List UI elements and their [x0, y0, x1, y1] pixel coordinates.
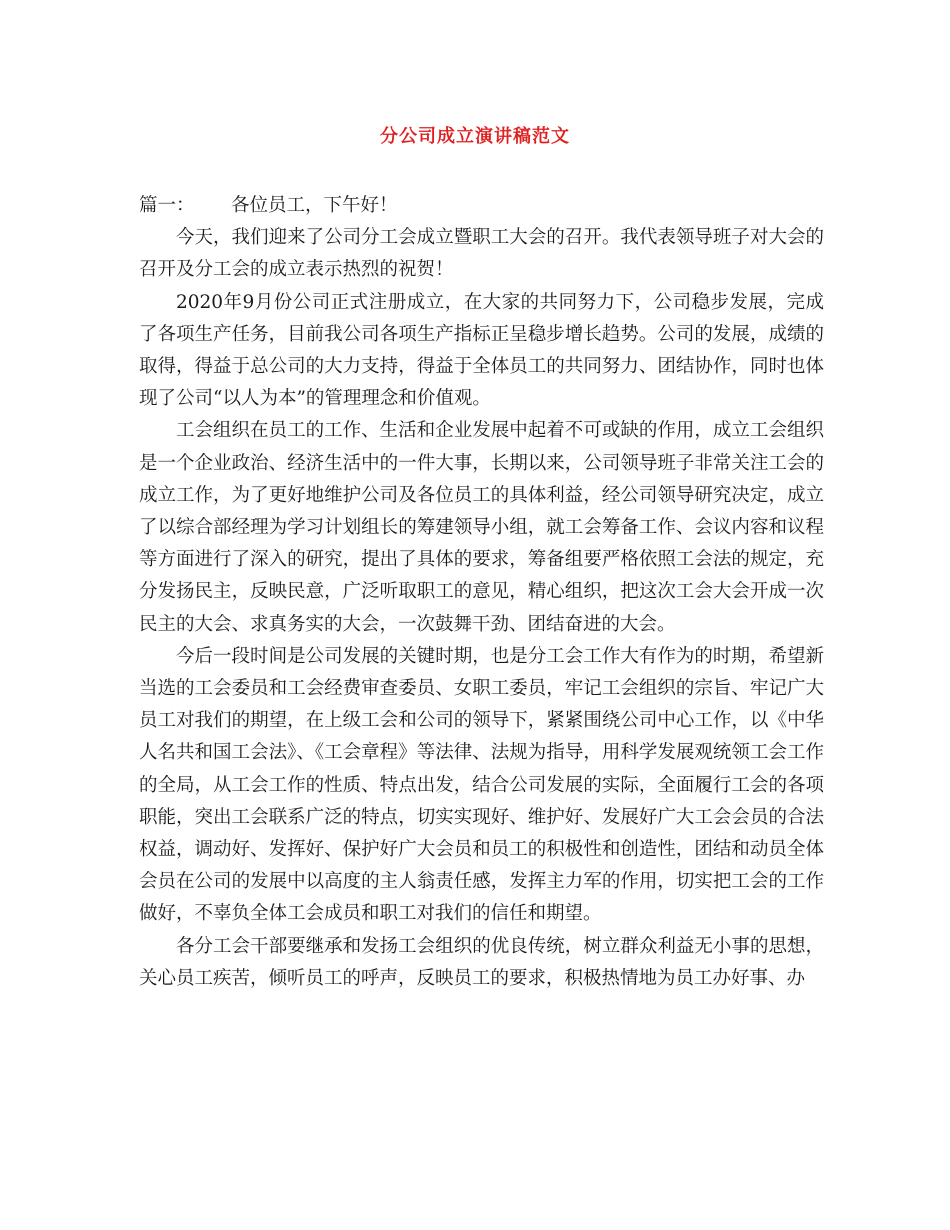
document-body: [139, 190, 824, 995]
section-header: [139, 190, 824, 222]
document-title: 分公司成立演讲稿范文: [380, 126, 570, 147]
paragraph: 今天，我们迎来了公司分工会成立暨职工大会的召开。我代表领导班子对大会的召开及分工会的成立表示热烈的祝贺！: [139, 227, 824, 281]
greeting: 各位员工，下午好！: [231, 195, 398, 216]
paragraph: 2020年9月份公司正式注册成立，在大家的共同努力下，公司稳步发展，完成了各项生产任务，目前我公司各项生产指标正呈稳步增长趋势。公司的发展，成绩的取得，得益于总公司的大力支持，得益于全体员工的共同努力、团结协作，同时也体现了公司“以人为本”的管理理念和价值观。: [139, 291, 824, 410]
section-label: 篇一：: [139, 195, 195, 216]
paragraph: 今后一段时间是公司发展的关键时期，也是分工会工作大有作为的时期，希望新当选的工会委员和工会经费审查委员、女职工委员，牢记工会组织的宗旨、牢记广大员工对我们的期望，在上级工会和公司的领导下，紧紧围绕公司中心工作，以《中华人名共和国工会法》、《工会章程》等法律、法规为指导，用科学发展观统领工会工作的全局，从工会工作的性质、特点出发，结合公司发展的实际，全面履行工会的各项职能，突出工会联系广泛的特点，切实实现好、维护好、发展好广大工会会员的合法权益，调动好、发挥好、保护好广大会员和员工的积极性和创造性，团结和动员全体会员在公司的发展中以高度的主人翁责任感，发挥主力军的作用，切实把工会的工作做好，不辜负全体工会成员和职工对我们的信任和期望。: [139, 645, 824, 925]
paragraph: 工会组织在员工的工作、生活和企业发展中起着不可或缺的作用，成立工会组织是一个企业政治、经济生活中的一件大事，长期以来，公司领导班子非常关注工会的成立工作，为了更好地维护公司及各位员工的具体利益，经公司领导研究决定，成立了以综合部经理为学习计划组长的筹建领导小组，就工会筹备工作、会议内容和议程等方面进行了深入的研究，提出了具体的要求，筹备组要严格依照工会法的规定，充分发扬民主，反映民意，广泛听取职工的意见，精心组织，把这次工会大会开成一次民主的大会、求真务实的大会，一次鼓舞干劲、团结奋进的大会。: [139, 420, 824, 635]
paragraph: 各分工会干部要继承和发扬工会组织的优良传统，树立群众利益无小事的思想，关心员工疾苦，倾听员工的呼声，反映员工的要求，积极热情地为员工办好事、办: [139, 935, 824, 989]
